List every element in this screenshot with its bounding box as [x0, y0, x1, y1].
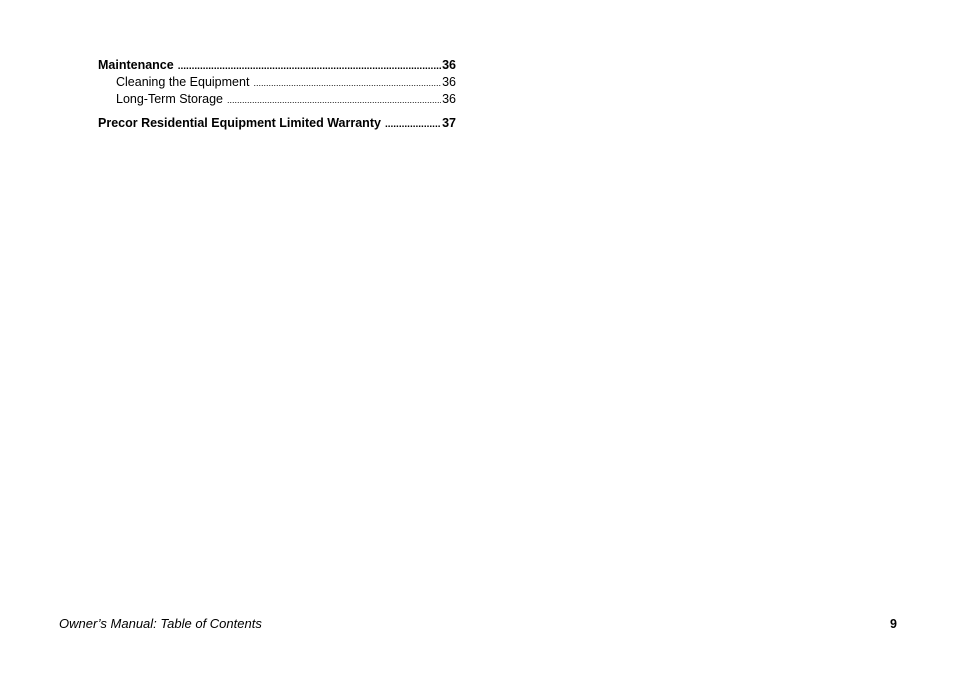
toc-entry-limited-warranty[interactable]	[98, 115, 456, 132]
toc-dot-leader	[253, 75, 441, 91]
toc-entry-title: Precor Residential Equipment Limited Warranty	[98, 116, 381, 130]
toc-entry-title: Cleaning the Equipment	[116, 75, 250, 89]
toc-entry-cleaning-the-equipment[interactable]	[98, 74, 456, 91]
toc-entry-long-term-storage[interactable]	[98, 91, 456, 108]
table-of-contents	[98, 57, 456, 132]
toc-dot-leader	[178, 58, 441, 74]
toc-dot-leader	[385, 116, 441, 132]
toc-entry-page: 36	[442, 92, 456, 106]
toc-dot-leader	[227, 92, 441, 108]
toc-entry-page: 36	[442, 58, 456, 72]
toc-entry-title: Maintenance	[98, 58, 174, 72]
toc-entry-maintenance[interactable]	[98, 57, 456, 74]
footer-page-number: 9	[890, 617, 897, 631]
footer-title: Owner’s Manual: Table of Contents	[59, 616, 262, 631]
toc-entry-page: 37	[442, 116, 456, 130]
toc-entry-title: Long-Term Storage	[116, 92, 224, 106]
toc-entry-page: 36	[442, 75, 456, 89]
